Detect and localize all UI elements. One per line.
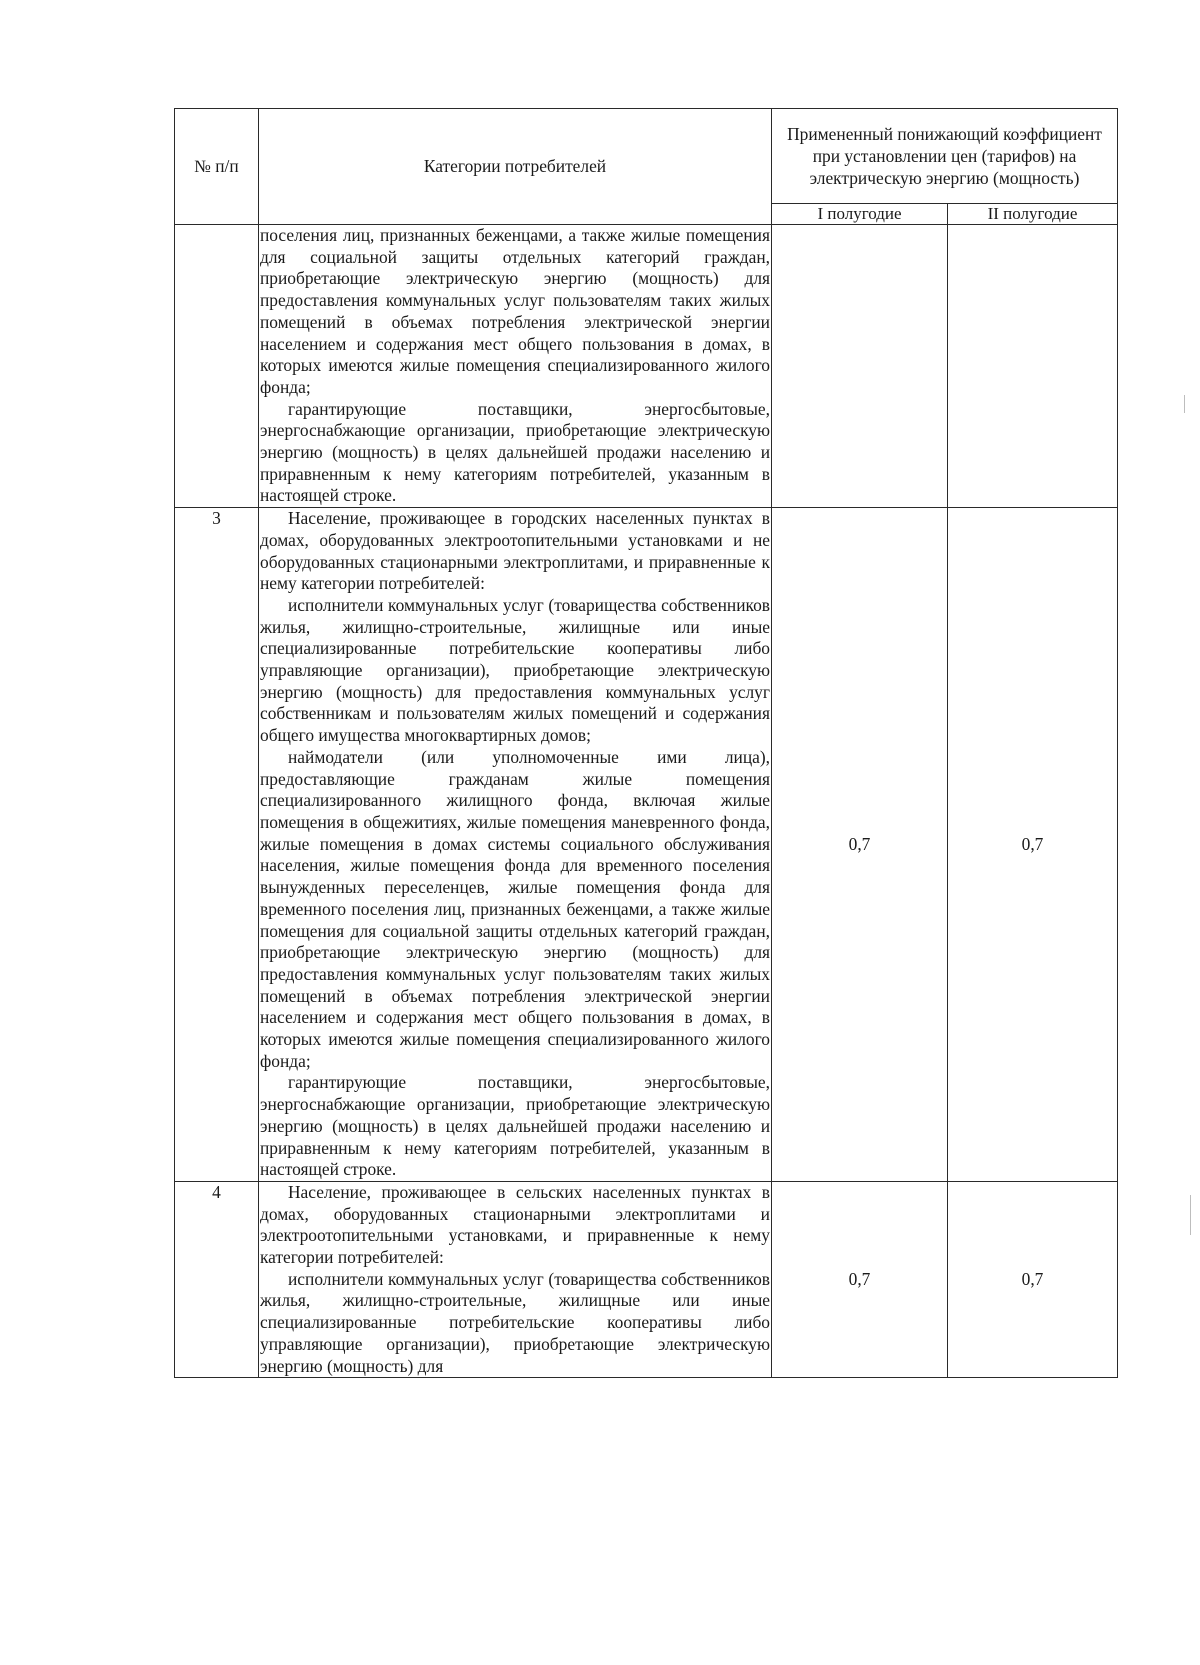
row-half-1-value xyxy=(772,225,948,508)
category-paragraph: Население, проживающее в сельских населенных пунктах в домах, оборудованных стационарными электроплитами и электроотопительными установками, и приравненные к нему категории потребителей: xyxy=(260,1181,770,1268)
row-number xyxy=(175,225,259,508)
row-half-2-value: 0,7 xyxy=(948,1181,1118,1377)
category-paragraph: гарантирующие поставщики, энергосбытовые, энергоснабжающие организации, приобретающие электрическую энергию (мощность) в целях дальнейшей продажи населению и приравненным к нему категориям потребителей, указанным в настоящей строке. xyxy=(260,1072,770,1180)
scan-artifact xyxy=(1190,1195,1191,1235)
row-category xyxy=(259,225,772,508)
category-paragraph: поселения лиц, признанных беженцами, а также жилые помещения для социальной защиты отдельных категорий граждан, приобретающие электрическую энергию (мощность) для предоставления коммунальных услуг пользователям таких жилых помещений в объемах потребления электрической энергии населением и содержания мест общего пользования в домах, в которых имеются жилые помещения специализированного жилого фонда; xyxy=(260,225,770,397)
row-number: 4 xyxy=(175,1181,259,1377)
scan-artifact xyxy=(1184,395,1185,413)
row-category xyxy=(259,1181,772,1377)
header-number: № п/п xyxy=(175,109,259,225)
table-row xyxy=(175,225,1118,508)
row-half-1-value: 0,7 xyxy=(772,508,948,1182)
header-half-1: I полугодие xyxy=(772,204,948,225)
row-number: 3 xyxy=(175,508,259,1182)
header-category: Категории потребителей xyxy=(259,109,772,225)
tariff-coefficient-table xyxy=(174,108,1118,1378)
header-half-2: II полугодие xyxy=(948,204,1118,225)
category-paragraph: наймодатели (или уполномоченные ими лица), предоставляющие гражданам жилые помещения специализированного жилищного фонда, включая жилые помещения в общежитиях, жилые помещения маневренного фонда, жилые помещения в домах системы социального обслуживания населения, жилые помещения фонда для временного поселения вынужденных переселенцев, жилые помещения фонда для временного поселения лиц, признанных беженцами, а также жилые помещения для социальной защиты отдельных категорий граждан, приобретающие электрическую энергию (мощность) для предоставления коммунальных услуг пользователям таких жилых помещений в объемах потребления электрической энергии населением и содержания мест общего пользования в домах, в которых имеются жилые помещения специализированного жилого фонда; xyxy=(260,746,770,1071)
row-half-1-value: 0,7 xyxy=(772,1181,948,1377)
row-half-2-value: 0,7 xyxy=(948,508,1118,1182)
table-header-row xyxy=(175,109,1118,204)
category-paragraph: Население, проживающее в городских населенных пунктах в домах, оборудованных электроотопительными установками и не оборудованных стационарными электроплитами, и приравненные к нему категории потребителей: xyxy=(260,508,770,594)
row-category xyxy=(259,508,772,1182)
header-coefficient: Примененный понижающий коэффициент при установлении цен (тарифов) на электрическую энергию (мощность) xyxy=(772,109,1118,204)
category-paragraph: исполнители коммунальных услуг (товарищества собственников жилья, жилищно-строительные, жилищные или иные специализированные потребительские кооперативы либо управляющие организации), приобретающие электрическую энергию (мощность) для xyxy=(260,1268,770,1376)
table-row xyxy=(175,508,1118,1182)
table-row xyxy=(175,1181,1118,1377)
category-paragraph: гарантирующие поставщики, энергосбытовые, энергоснабжающие организации, приобретающие электрическую энергию (мощность) в целях дальнейшей продажи населению и приравненным к нему категориям потребителей, указанным в настоящей строке. xyxy=(260,398,770,506)
row-half-2-value xyxy=(948,225,1118,508)
category-paragraph: исполнители коммунальных услуг (товарищества собственников жилья, жилищно-строительные, жилищные или иные специализированные потребительские кооперативы либо управляющие организации), приобретающие электрическую энергию (мощность) для предоставления коммунальных услуг собственникам и пользователям жилых помещений и содержания общего имущества многоквартирных домов; xyxy=(260,594,770,746)
